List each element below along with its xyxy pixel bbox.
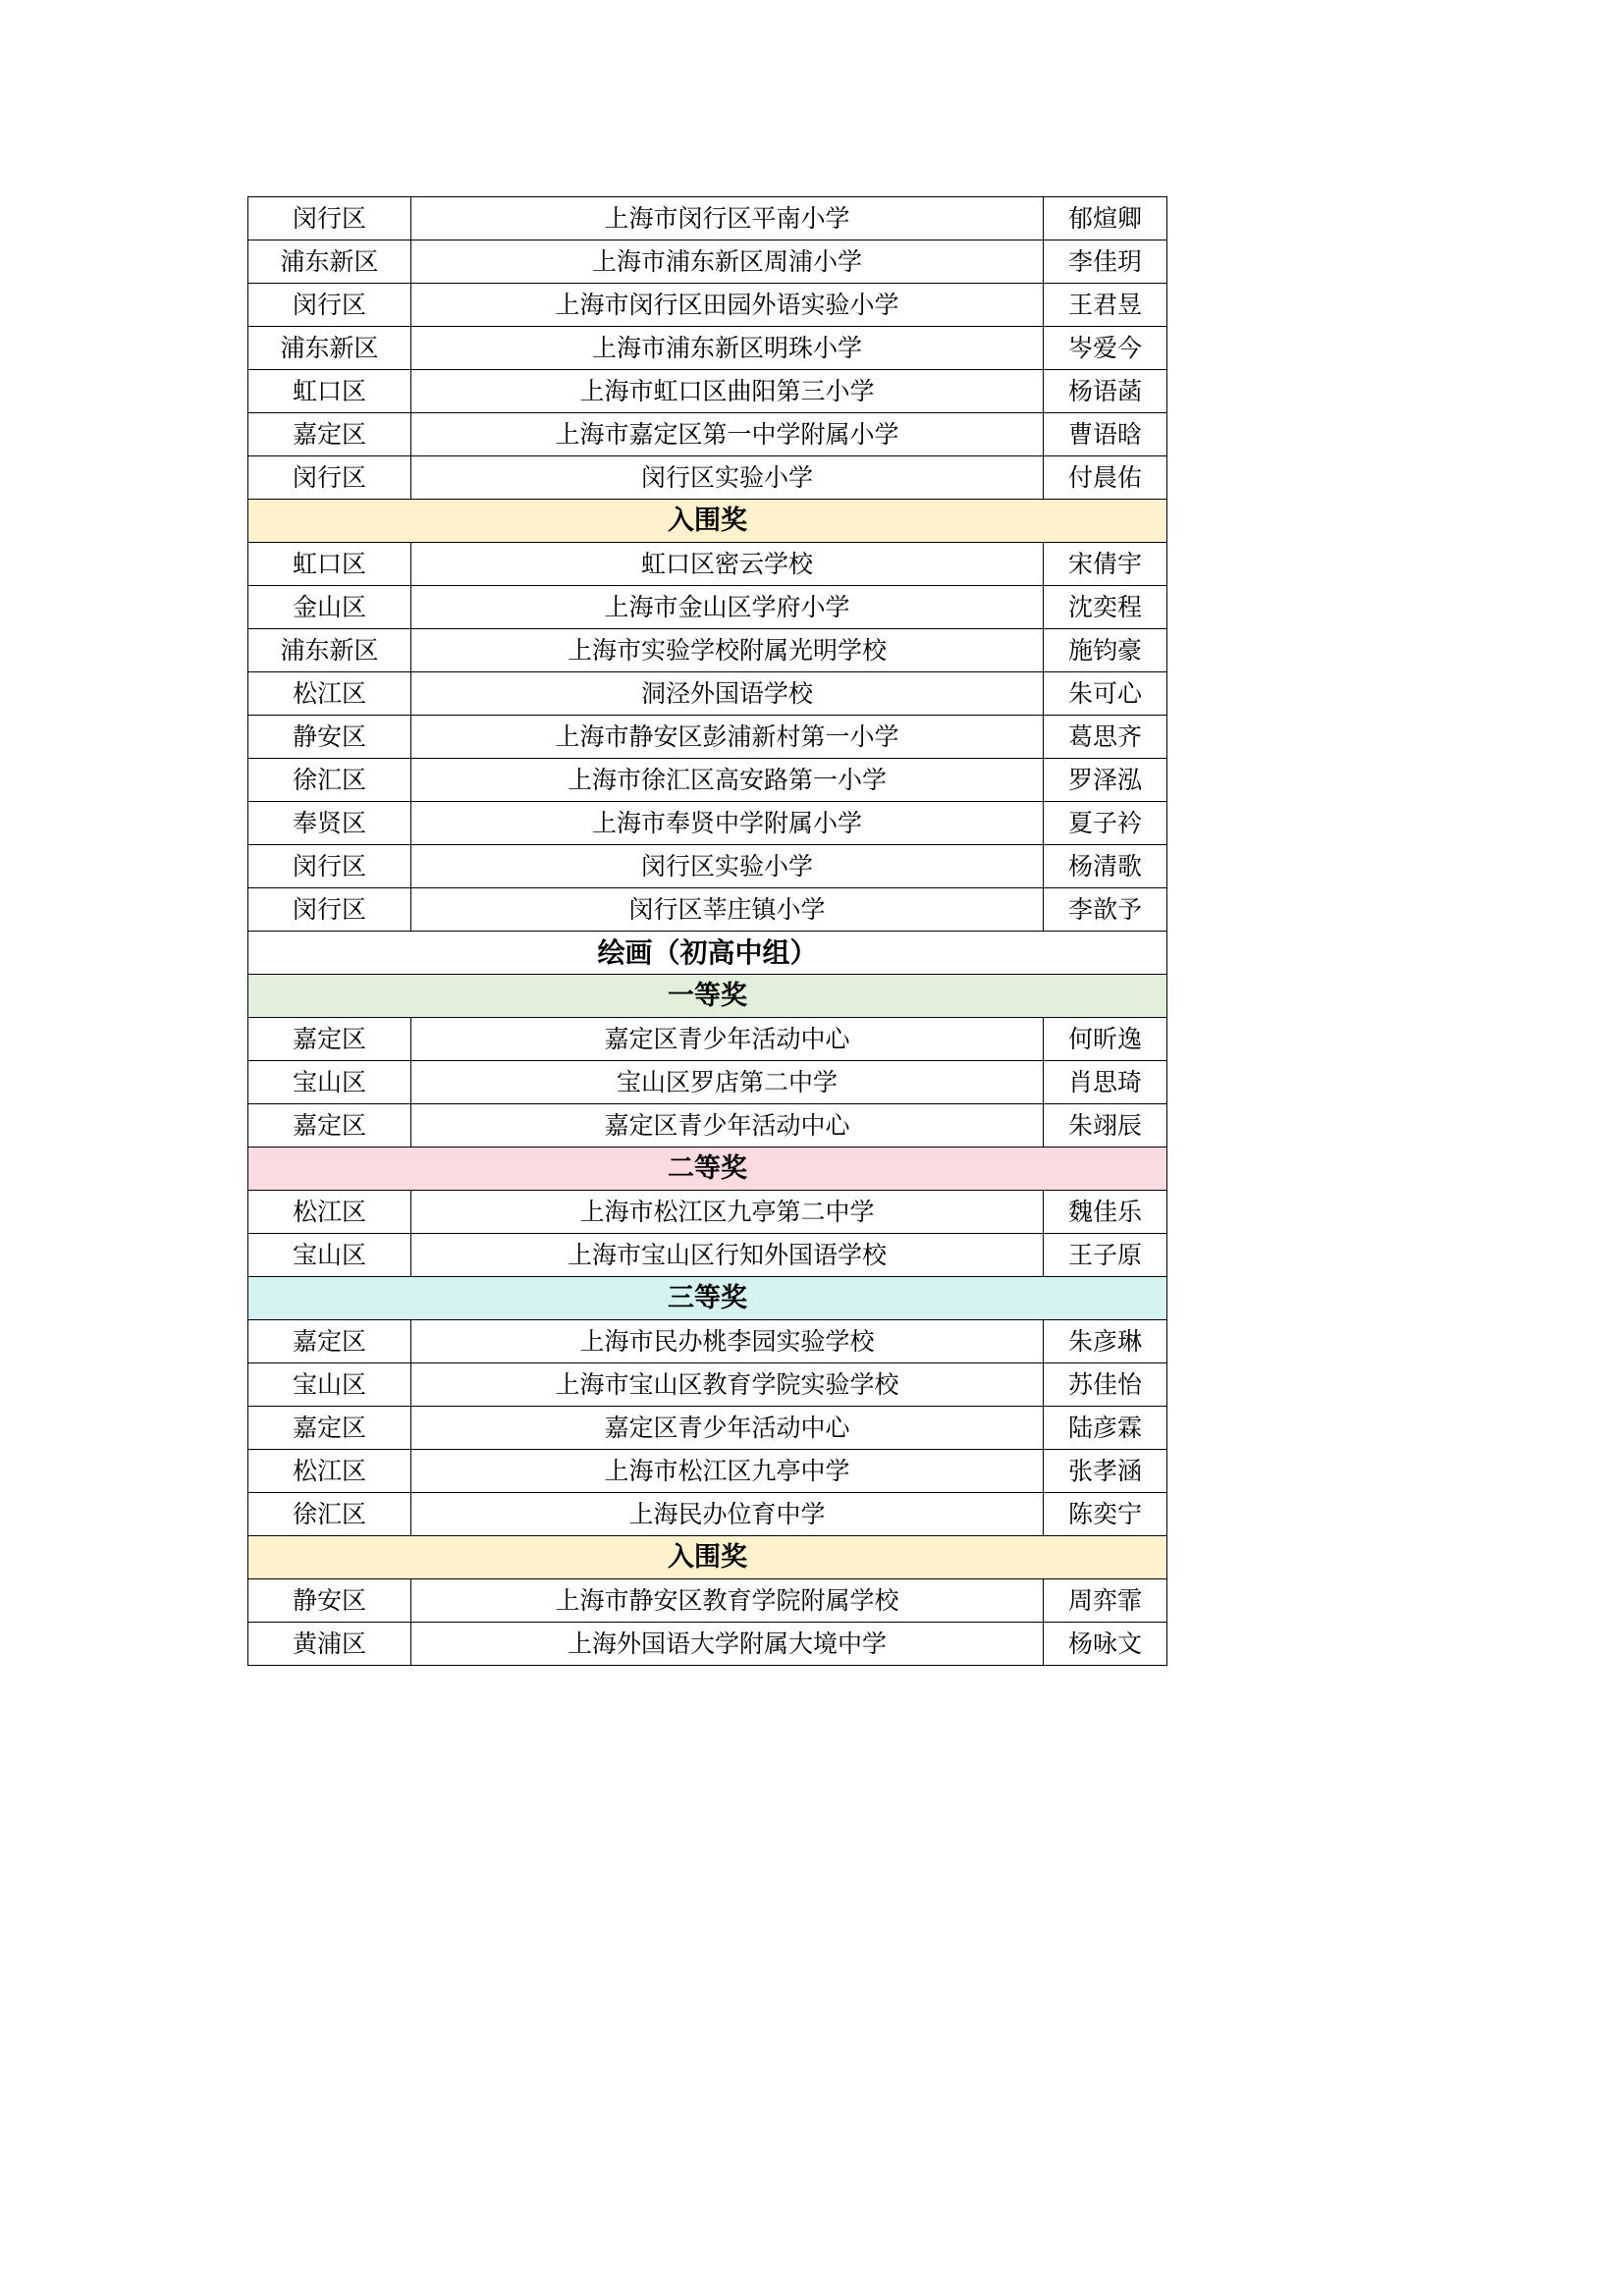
school-cell: 虹口区密云学校 — [411, 543, 1044, 586]
school-cell: 宝山区罗店第二中学 — [411, 1061, 1044, 1104]
table-row — [248, 1407, 1167, 1450]
award-results-table — [247, 196, 1167, 1666]
district-cell: 松江区 — [248, 672, 411, 716]
table-row — [248, 284, 1167, 327]
table-row — [248, 1104, 1167, 1148]
school-cell: 嘉定区青少年活动中心 — [411, 1407, 1044, 1450]
table-row — [248, 672, 1167, 716]
table-row — [248, 1320, 1167, 1363]
school-cell: 上海市民办桃李园实验学校 — [411, 1320, 1044, 1363]
district-cell: 闵行区 — [248, 888, 411, 932]
district-cell: 黄浦区 — [248, 1623, 411, 1666]
district-cell: 徐汇区 — [248, 1493, 411, 1536]
district-cell: 嘉定区 — [248, 1320, 411, 1363]
table-row — [248, 716, 1167, 759]
winner-name-cell: 王子原 — [1044, 1234, 1167, 1277]
district-cell: 宝山区 — [248, 1363, 411, 1407]
winner-name-cell: 夏子衿 — [1044, 802, 1167, 845]
category-group-heading: 绘画（初高中组） — [248, 932, 1167, 975]
winner-name-cell: 王君昱 — [1044, 284, 1167, 327]
school-cell: 上海市闵行区田园外语实验小学 — [411, 284, 1044, 327]
winner-name-cell: 曹语晗 — [1044, 413, 1167, 456]
winner-name-cell: 苏佳怡 — [1044, 1363, 1167, 1407]
winner-name-cell: 周弈霏 — [1044, 1579, 1167, 1623]
table-row — [248, 1018, 1167, 1061]
school-cell: 嘉定区青少年活动中心 — [411, 1104, 1044, 1148]
school-cell: 闵行区实验小学 — [411, 456, 1044, 500]
table-row — [248, 197, 1167, 240]
district-cell: 静安区 — [248, 716, 411, 759]
table-row — [248, 586, 1167, 629]
award-level-heading: 三等奖 — [248, 1277, 1167, 1320]
table-row — [248, 413, 1167, 456]
category-group-row — [248, 932, 1167, 975]
table-row — [248, 1363, 1167, 1407]
table-row — [248, 629, 1167, 672]
award-level-row — [248, 1536, 1167, 1579]
school-cell: 上海市嘉定区第一中学附属小学 — [411, 413, 1044, 456]
district-cell: 闵行区 — [248, 456, 411, 500]
winner-name-cell: 杨咏文 — [1044, 1623, 1167, 1666]
table-row — [248, 240, 1167, 284]
district-cell: 金山区 — [248, 586, 411, 629]
school-cell: 上海市静安区彭浦新村第一小学 — [411, 716, 1044, 759]
table-row — [248, 1493, 1167, 1536]
school-cell: 上海市浦东新区周浦小学 — [411, 240, 1044, 284]
winner-name-cell: 魏佳乐 — [1044, 1191, 1167, 1234]
school-cell: 上海市松江区九亭第二中学 — [411, 1191, 1044, 1234]
winner-name-cell: 朱可心 — [1044, 672, 1167, 716]
school-cell: 上海民办位育中学 — [411, 1493, 1044, 1536]
school-cell: 上海市实验学校附属光明学校 — [411, 629, 1044, 672]
district-cell: 浦东新区 — [248, 327, 411, 370]
award-results-body — [248, 197, 1167, 1666]
winner-name-cell: 罗泽泓 — [1044, 759, 1167, 802]
school-cell: 上海市金山区学府小学 — [411, 586, 1044, 629]
winner-name-cell: 宋倩宇 — [1044, 543, 1167, 586]
winner-name-cell: 杨清歌 — [1044, 845, 1167, 888]
school-cell: 上海市虹口区曲阳第三小学 — [411, 370, 1044, 413]
table-row — [248, 888, 1167, 932]
winner-name-cell: 何昕逸 — [1044, 1018, 1167, 1061]
district-cell: 闵行区 — [248, 197, 411, 240]
winner-name-cell: 施钧豪 — [1044, 629, 1167, 672]
district-cell: 浦东新区 — [248, 629, 411, 672]
district-cell: 松江区 — [248, 1450, 411, 1493]
district-cell: 嘉定区 — [248, 1018, 411, 1061]
school-cell: 上海市徐汇区高安路第一小学 — [411, 759, 1044, 802]
winner-name-cell: 陈奕宁 — [1044, 1493, 1167, 1536]
winner-name-cell: 李歆予 — [1044, 888, 1167, 932]
district-cell: 闵行区 — [248, 845, 411, 888]
award-level-row — [248, 975, 1167, 1018]
award-level-heading: 一等奖 — [248, 975, 1167, 1018]
table-row — [248, 370, 1167, 413]
award-level-row — [248, 1148, 1167, 1191]
school-cell: 上海外国语大学附属大境中学 — [411, 1623, 1044, 1666]
winner-name-cell: 郁煊卿 — [1044, 197, 1167, 240]
table-row — [248, 327, 1167, 370]
district-cell: 奉贤区 — [248, 802, 411, 845]
table-row — [248, 1623, 1167, 1666]
school-cell: 嘉定区青少年活动中心 — [411, 1018, 1044, 1061]
school-cell: 上海市宝山区教育学院实验学校 — [411, 1363, 1044, 1407]
award-level-row — [248, 500, 1167, 543]
winner-name-cell: 付晨佑 — [1044, 456, 1167, 500]
table-row — [248, 802, 1167, 845]
winner-name-cell: 李佳玥 — [1044, 240, 1167, 284]
winner-name-cell: 张孝涵 — [1044, 1450, 1167, 1493]
school-cell: 闵行区莘庄镇小学 — [411, 888, 1044, 932]
award-level-row — [248, 1277, 1167, 1320]
district-cell: 嘉定区 — [248, 413, 411, 456]
school-cell: 上海市静安区教育学院附属学校 — [411, 1579, 1044, 1623]
table-row — [248, 456, 1167, 500]
table-row — [248, 1579, 1167, 1623]
district-cell: 浦东新区 — [248, 240, 411, 284]
district-cell: 宝山区 — [248, 1234, 411, 1277]
winner-name-cell: 朱翊辰 — [1044, 1104, 1167, 1148]
school-cell: 上海市松江区九亭中学 — [411, 1450, 1044, 1493]
winner-name-cell: 葛思齐 — [1044, 716, 1167, 759]
table-row — [248, 1450, 1167, 1493]
winner-name-cell: 岑爱今 — [1044, 327, 1167, 370]
award-level-heading: 入围奖 — [248, 1536, 1167, 1579]
district-cell: 虹口区 — [248, 370, 411, 413]
district-cell: 松江区 — [248, 1191, 411, 1234]
winner-name-cell: 朱彦琳 — [1044, 1320, 1167, 1363]
award-level-heading: 二等奖 — [248, 1148, 1167, 1191]
school-cell: 洞泾外国语学校 — [411, 672, 1044, 716]
district-cell: 嘉定区 — [248, 1407, 411, 1450]
winner-name-cell: 杨语菡 — [1044, 370, 1167, 413]
winner-name-cell: 沈奕程 — [1044, 586, 1167, 629]
school-cell: 上海市宝山区行知外国语学校 — [411, 1234, 1044, 1277]
award-level-heading: 入围奖 — [248, 500, 1167, 543]
table-row — [248, 1061, 1167, 1104]
table-row — [248, 1234, 1167, 1277]
school-cell: 闵行区实验小学 — [411, 845, 1044, 888]
district-cell: 宝山区 — [248, 1061, 411, 1104]
table-row — [248, 759, 1167, 802]
table-row — [248, 1191, 1167, 1234]
winner-name-cell: 陆彦霖 — [1044, 1407, 1167, 1450]
school-cell: 上海市浦东新区明珠小学 — [411, 327, 1044, 370]
table-row — [248, 543, 1167, 586]
district-cell: 闵行区 — [248, 284, 411, 327]
school-cell: 上海市闵行区平南小学 — [411, 197, 1044, 240]
district-cell: 静安区 — [248, 1579, 411, 1623]
district-cell: 嘉定区 — [248, 1104, 411, 1148]
school-cell: 上海市奉贤中学附属小学 — [411, 802, 1044, 845]
winner-name-cell: 肖思琦 — [1044, 1061, 1167, 1104]
district-cell: 徐汇区 — [248, 759, 411, 802]
table-row — [248, 845, 1167, 888]
district-cell: 虹口区 — [248, 543, 411, 586]
